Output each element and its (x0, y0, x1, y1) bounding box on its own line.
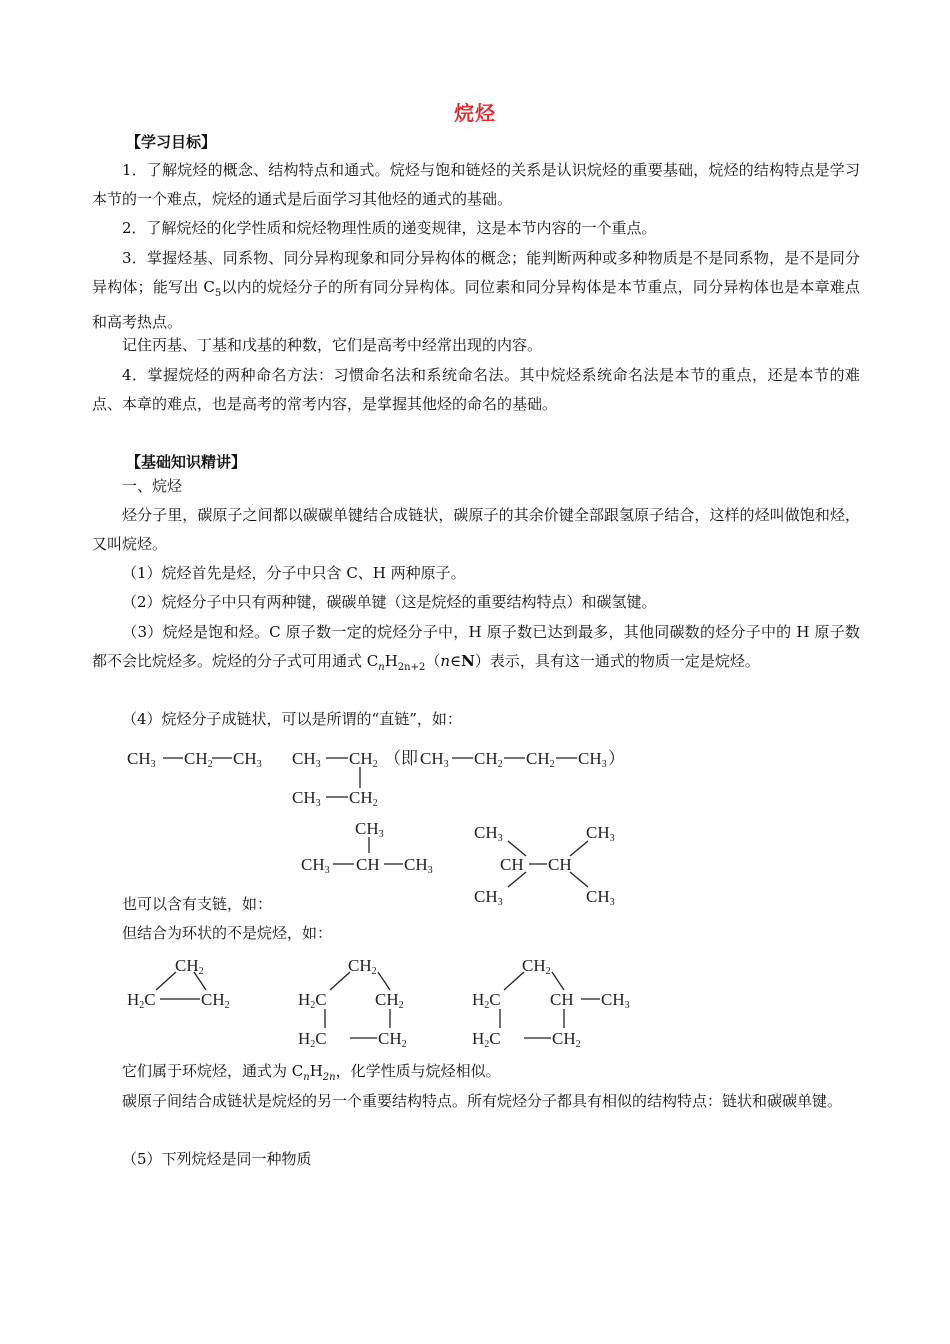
formula-mcp-ch: CH (550, 990, 574, 1009)
formula-mcp-ch3: CH3 (601, 990, 630, 1011)
formula-linear-ch2-b: CH2 (526, 749, 555, 770)
point-1: （1）烷烃首先是烃，分子中只含 C、H 两种原子。 (122, 564, 466, 582)
formula-dmb-ch3-tr: CH3 (586, 823, 615, 844)
formula-butane-ch3-bottom: CH3 (292, 788, 321, 809)
formula-isobutane-ch3-left: CH3 (301, 855, 330, 876)
formula-dmb-ch-left: CH (500, 855, 524, 874)
formula-butane-ch2-top: CH2 (349, 749, 378, 770)
point-5: （5）下列烷烃是同一种物质 (122, 1150, 312, 1168)
formula-propane-ch2: CH2 (184, 749, 213, 770)
formula-dmb-ch3-bl: CH3 (474, 887, 503, 908)
point-2: （2）烷烃分子中只有两种键，碳碳单键（这是烷烃的重要结构特点）和碳氢键。 (122, 593, 657, 611)
formula-dmb-ch-right: CH (548, 855, 572, 874)
formula-isobutane-ch3-top: CH3 (355, 819, 384, 840)
point-3: （3）烷烃是饱和烃。C 原子数一定的烷烃分子中，H 原子数已达到最多，其他同碳数的烃分子中的 H 原子数都不会比烷烃多。烷烃的分子式可用通式 $C_nH_{2n+2}(n\in N)$表示，具有这一通式的物质一定是烷烃。 (92, 623, 860, 673)
formula-linear-ch2-a: CH2 (474, 749, 503, 770)
branch-note: 也可以含有支链，如： (122, 895, 273, 913)
ring-note: 但结合为环状的不是烷烃，如： (122, 924, 333, 942)
cycloalkane-note: 它们属于环烷烃，通式为 $C_nH_{2n}$，化学性质与烷烃相似。 (122, 1062, 501, 1083)
formula-linear-ch3-b: CH3 (578, 749, 607, 770)
chain-summary: 碳原子间结合成链状是烷烃的另一个重要结构特点。所有烷烃分子都具有相似的结构特点：链状和碳碳单键。 (122, 1092, 843, 1110)
formula-cyclopropane-ch2-top: CH2 (175, 956, 204, 977)
formula-butane-ch3-top: CH3 (292, 749, 321, 770)
formula-mcp-ch2-top: CH2 (522, 956, 551, 977)
formula-dmb-ch3-br: CH3 (586, 887, 615, 908)
point-4: （4）烷烃分子成链状，可以是所谓的“直链”，如： (122, 710, 462, 728)
objective-note: 记住丙基、丁基和戊基的种数，它们是高考中经常出现的内容。 (122, 336, 543, 354)
objectives-heading: 【学习目标】 (126, 133, 217, 151)
formula-isobutane-ch: CH (356, 855, 380, 874)
section-alkanes: 一、烷烃 (122, 477, 183, 495)
formula-cyclopentane-h2c-a: H2C (298, 990, 327, 1011)
formula-cyclopentane-ch2-bottom: CH2 (378, 1029, 407, 1050)
formula-mcp-ch2-bottom: CH2 (552, 1029, 581, 1050)
formula-cyclopropane-h2c: H2C (127, 990, 156, 1011)
formula-butane-ch2-bottom: CH2 (349, 788, 378, 809)
objective-3: 3．掌握烃基、同系物、同分异构现象和同分异构体的概念；能判断两种或多种物质是不是同系物，是不是同分异构体；能写出 $C_5$以内的烷烃分子的所有同分异构体。同位素和同分异构体是本节重点，同分异构体也是本章难点和高考热点。 (92, 249, 860, 331)
alkane-definition: 烃分子里，碳原子之间都以碳碳单键结合成链状，碳原子的其余价键全部跟氢原子结合，这样的烃叫做饱和烃，又叫烷烃。 (92, 506, 860, 553)
objective-4: 4．掌握烷烃的两种命名方法：习惯命名法和系统命名法。其中烷烃系统命名法是本节的重点，还是本节的难点、本章的难点，也是高考的常考内容，是掌握其他烃的命名的基础。 (92, 366, 860, 413)
objective-1: 1．了解烷烃的概念、结构特点和通式。烷烃与饱和链烃的关系是认识烷烃的重要基础，烷烃的结构特点是学习本节的一个难点，烷烃的通式是后面学习其他烃的通式的基础。 (92, 161, 860, 208)
objective-2: 2．了解烷烃的化学性质和烷烃物理性质的递变规律，这是本节内容的一个重点。 (122, 219, 657, 237)
page-title: 烷烃 (454, 101, 496, 125)
formula-cyclopentane-h2c-b: H2C (298, 1029, 327, 1050)
formula-dmb-ch3-tl: CH3 (474, 823, 503, 844)
formula-linear-ch3-a: CH3 (420, 749, 449, 770)
formula-propane-ch3-left: CH3 (127, 749, 156, 770)
formula-isobutane-ch3-right: CH3 (404, 855, 433, 876)
basics-heading: 【基础知识精讲】 (126, 453, 247, 471)
formula-ji-open: （即 (384, 749, 418, 768)
formula-close-paren: ） (608, 749, 625, 768)
formula-mcp-h2c-b: H2C (472, 1029, 501, 1050)
formula-propane-ch3-right: CH3 (233, 749, 262, 770)
formula-cyclopentane-ch2-right: CH2 (375, 990, 404, 1011)
formula-mcp-h2c-a: H2C (472, 990, 501, 1011)
formula-cyclopentane-ch2-top: CH2 (348, 956, 377, 977)
formula-cyclopropane-ch2-right: CH2 (201, 990, 230, 1011)
